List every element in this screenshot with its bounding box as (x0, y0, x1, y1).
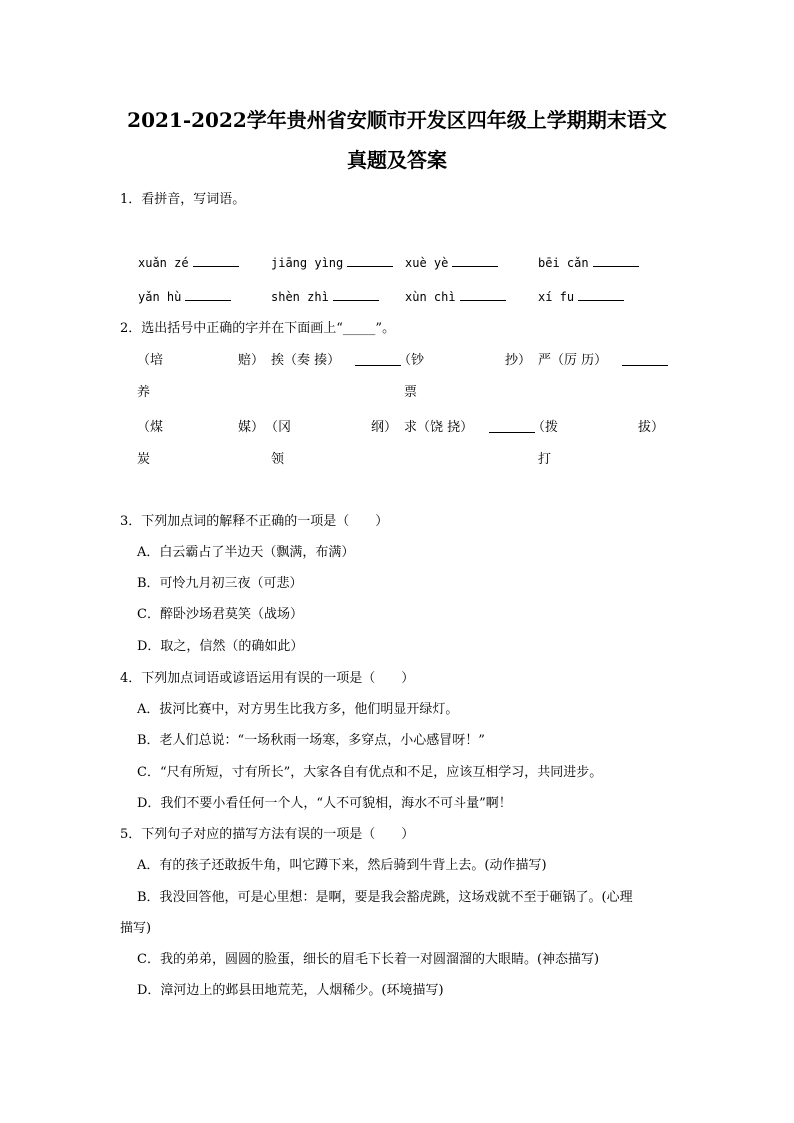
q2-cell: （煤 (137, 420, 164, 435)
answer-blank (489, 420, 535, 438)
q2-cell: （拨 (532, 420, 559, 435)
q2-cell: 领 (271, 452, 285, 467)
option: D．我们不要小看任何一个人，“人不可貌相，海水不可斗量”啊！ (137, 796, 512, 811)
option: C．我的弟弟，圆圆的脸蛋，细长的眉毛下长着一对圆溜溜的大眼睛。(神态描写) (137, 952, 600, 967)
q2-cell: 拔） (638, 420, 665, 435)
answer-blank (578, 288, 624, 301)
answer-blank (593, 254, 639, 267)
q2-cell: 严（厉 历） (538, 353, 608, 368)
pinyin: yǎn hù (138, 290, 182, 304)
q4-stem: 4．下列加点词语或谚语运用有误的一项是（ ） (120, 671, 415, 686)
q2-cell: （培 (137, 353, 164, 368)
pinyin-item (538, 254, 639, 271)
q3-stem: 3．下列加点词的解释不正确的一项是（ ） (120, 514, 389, 529)
answer-blank (333, 288, 379, 301)
pinyin: xùn chì (405, 290, 456, 304)
pinyin: bēi cǎn (538, 256, 589, 270)
option: B．我没回答他，可是心里想：是啊，要是我会豁虎跳，这场戏就不至于砸锅了。(心理 (137, 890, 633, 905)
q2-cell: 炭 (137, 452, 151, 467)
answer-blank (452, 254, 498, 267)
answer-blank (622, 353, 668, 371)
q2-cell: （冈 (265, 420, 292, 435)
pinyin-item (138, 288, 231, 305)
q2-cell: 赔） (238, 353, 265, 368)
pinyin: shèn zhì (271, 290, 329, 304)
option: D．漳河边上的邺县田地荒芜，人烟稀少。(环境描写) (137, 983, 444, 998)
option: D．取之，信然（的确如此） (137, 639, 304, 654)
q2-cell: （钞 (398, 353, 425, 368)
option: C．醉卧沙场君莫笑（战场） (137, 607, 303, 622)
q2-cell: 媒） (238, 420, 265, 435)
pinyin-item (138, 254, 239, 271)
pinyin-item (538, 288, 624, 305)
option-continued: 描写) (120, 921, 152, 936)
pinyin: xuǎn zé (138, 256, 189, 270)
answer-blank (193, 254, 239, 267)
q2-cell: 养 (137, 385, 151, 400)
q2-stem: 2．选出括号中正确的字并在下面画上“_____”。 (120, 321, 396, 336)
q2-cell: 挨（奏 揍） (271, 353, 341, 368)
q5-stem: 5．下列句子对应的描写方法有误的一项是（ ） (120, 827, 415, 842)
pinyin: xuè yè (405, 256, 449, 270)
pinyin-item (405, 254, 498, 271)
doc-title-line2: 真题及答案 (347, 148, 447, 172)
pinyin-item (271, 288, 379, 305)
pinyin-item (271, 254, 393, 271)
option: A．有的孩子还敢扳牛角，叫它蹲下来，然后骑到牛背上去。(动作描写) (137, 858, 547, 873)
pinyin: xí fu (538, 290, 575, 304)
doc-title-line1: 2021-2022学年贵州省安顺市开发区四年级上学期期末语文 (127, 108, 667, 132)
option: A．白云霸占了半边天（飘满，布满） (137, 545, 355, 560)
pinyin: jiāng yìng (271, 256, 344, 270)
q1-stem: 1．看拼音，写词语。 (120, 192, 246, 207)
q2-cell: 票 (404, 385, 418, 400)
pinyin-item (405, 288, 506, 305)
q2-cell: 求（饶 挠） (404, 420, 474, 435)
answer-blank (460, 288, 506, 301)
q2-cell: 抄） (505, 353, 532, 368)
answer-blank (347, 254, 393, 267)
option: B．老人们总说：“一场秋雨一场寒，多穿点，小心感冒呀！” (137, 733, 485, 748)
option: C．“尺有所短，寸有所长”，大家各自有优点和不足，应该互相学习，共同进步。 (137, 765, 603, 780)
answer-blank (355, 353, 401, 371)
option: A．拔河比赛中，对方男生比我方多，他们明显开绿灯。 (137, 702, 459, 717)
option: B．可怜九月初三夜（可悲） (137, 576, 303, 591)
answer-blank (185, 288, 231, 301)
q2-cell: 打 (538, 452, 552, 467)
q2-cell: 纲） (371, 420, 398, 435)
